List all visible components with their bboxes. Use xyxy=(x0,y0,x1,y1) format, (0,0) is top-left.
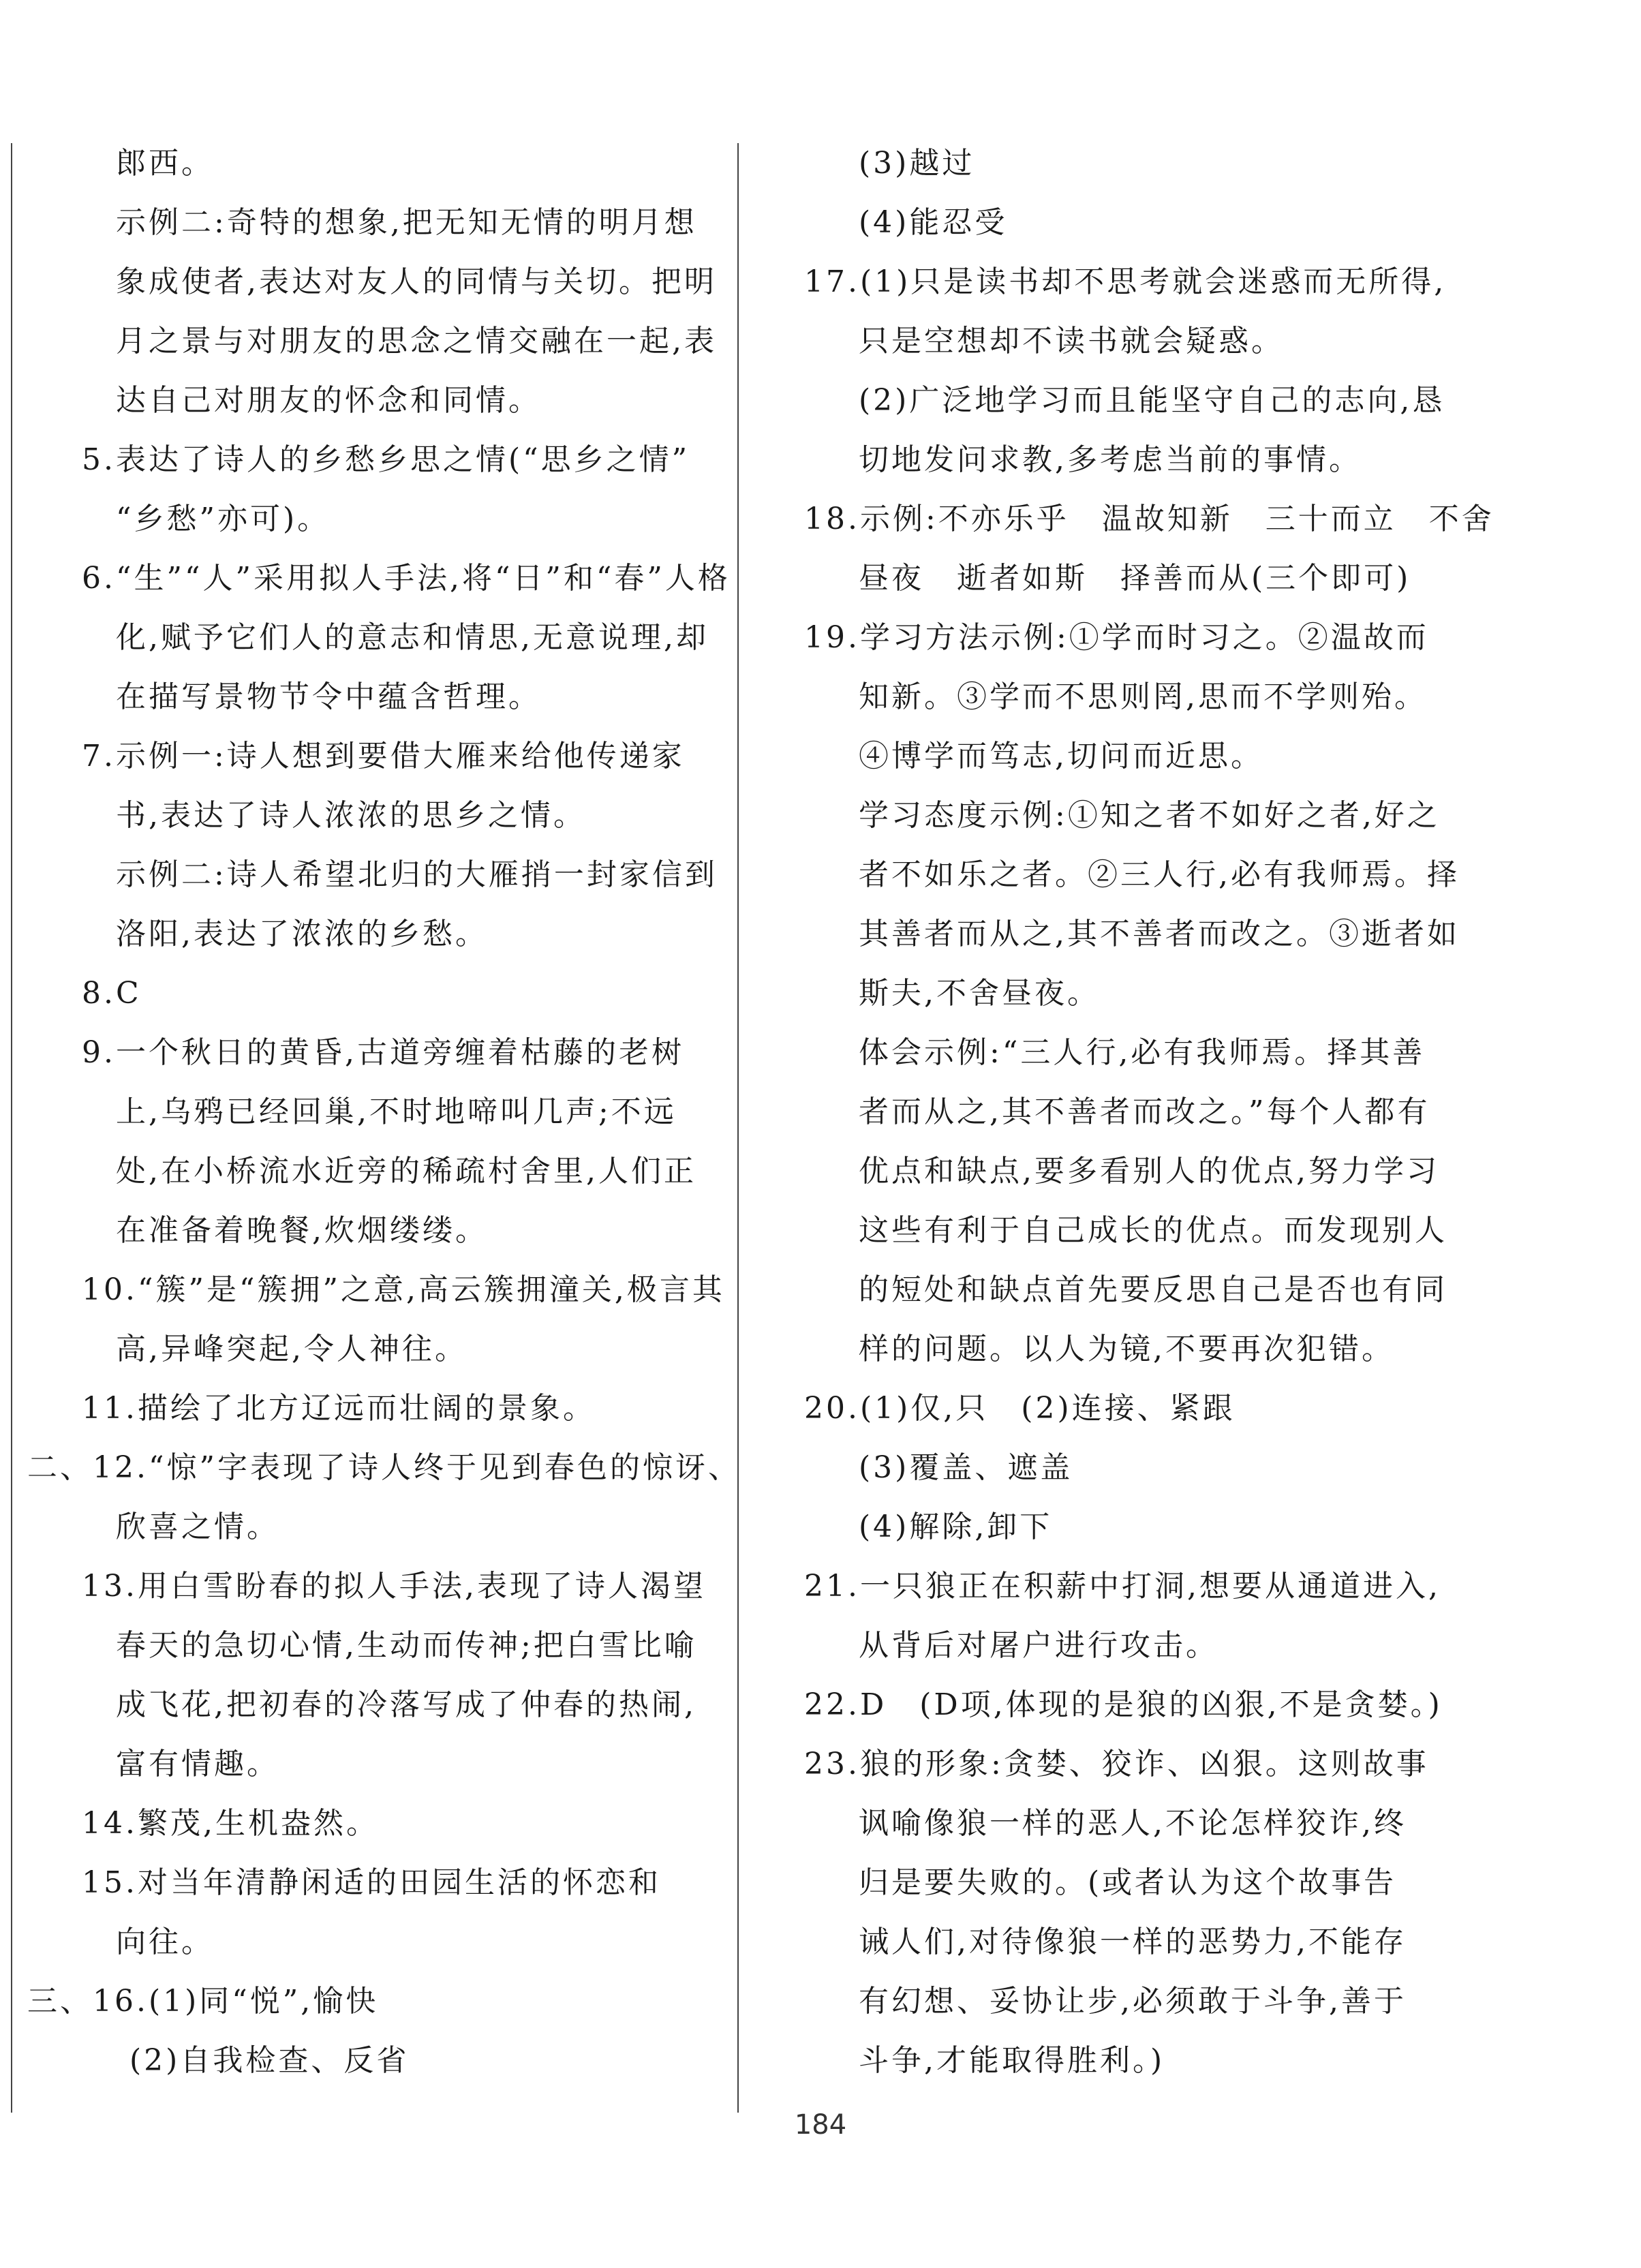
text-line: 样的问题。以人为镜,不要再次犯错。 xyxy=(859,1332,1394,1366)
text-line: 达自己对朋友的怀念和同情。 xyxy=(116,383,541,418)
text-line: 在描写景物节令中蕴含哲理。 xyxy=(116,679,541,714)
text-line: 23.狼的形象:贪婪、狡诈、凶狠。这则故事 xyxy=(804,1747,1429,1781)
text-line: 11.描绘了北方辽远而壮阔的景象。 xyxy=(82,1391,596,1426)
text-line: 斗争,才能取得胜利。) xyxy=(859,2043,1165,2078)
text-line: 21.一只狼正在积薪中打洞,想要从通道进入, xyxy=(804,1569,1441,1604)
text-line: 书,表达了诗人浓浓的思乡之情。 xyxy=(116,798,586,833)
text-line: 知新。③学而不思则罔,思而不学则殆。 xyxy=(859,679,1427,714)
text-line: 只是空想却不读书就会疑惑。 xyxy=(859,324,1284,358)
text-line: 者不如乐之者。②三人行,必有我师焉。择 xyxy=(859,857,1460,892)
page-number: 184 xyxy=(794,2109,847,2141)
text-line: 化,赋予它们人的意志和情思,无意说理,却 xyxy=(116,620,709,655)
text-line: 上,乌鸦已经回巢,不时地啼叫几声;不远 xyxy=(116,1094,677,1129)
text-line: (2)广泛地学习而且能坚守自己的志向,恳 xyxy=(859,383,1445,418)
text-line: 向往。 xyxy=(116,1925,214,1959)
text-line: (2)自我检查、反省 xyxy=(129,2043,410,2078)
text-line: 在准备着晚餐,炊烟缕缕。 xyxy=(116,1213,488,1248)
text-line: 月之景与对朋友的思念之情交融在一起,表 xyxy=(116,324,717,358)
text-line: ④博学而笃志,切问而近思。 xyxy=(859,739,1263,773)
text-line: 象成使者,表达对友人的同情与关切。把明 xyxy=(116,264,717,299)
text-line: 5.表达了诗人的乡愁乡思之情(“思乡之情” xyxy=(82,442,690,477)
text-line: 优点和缺点,要多看别人的优点,努力学习 xyxy=(859,1154,1439,1189)
text-line: 13.用白雪盼春的拟人手法,表现了诗人渴望 xyxy=(82,1569,706,1604)
text-line: (4)解除,卸下 xyxy=(859,1510,1053,1544)
text-line: 斯夫,不舍昼夜。 xyxy=(859,976,1100,1011)
text-line: 示例二:诗人希望北归的大雁捎一封家信到 xyxy=(116,857,718,892)
text-line: 18.示例:不亦乐乎 温故知新 三十而立 不舍 xyxy=(804,502,1494,536)
text-line: 二、12.“惊”字表现了诗人终于见到春色的惊讶、 xyxy=(27,1450,741,1485)
text-line: 的短处和缺点首先要反思自己是否也有同 xyxy=(859,1272,1447,1307)
text-line: 20.(1)仅,只 (2)连接、紧跟 xyxy=(804,1391,1236,1426)
text-line: 其善者而从之,其不善者而改之。③逝者如 xyxy=(859,917,1460,951)
text-line: (3)越过 xyxy=(859,146,975,181)
text-line: 欣喜之情。 xyxy=(116,1510,279,1544)
text-line: 春天的急切心情,生动而传神;把白雪比喻 xyxy=(116,1628,697,1663)
text-line: 昼夜 逝者如斯 择善而从(三个即可) xyxy=(859,561,1411,596)
text-line: 这些有利于自己成长的优点。而发现别人 xyxy=(859,1213,1447,1248)
text-line: 诫人们,对待像狼一样的恶势力,不能存 xyxy=(859,1925,1407,1959)
text-line: 郎西。 xyxy=(116,146,214,181)
text-line: 6.“生”“人”采用拟人手法,将“日”和“春”人格 xyxy=(82,561,731,596)
text-line: 体会示例:“三人行,必有我师焉。择其善 xyxy=(859,1035,1426,1070)
text-line: 成飞花,把初春的冷落写成了仲春的热闹, xyxy=(116,1687,696,1722)
text-line: 三、16.(1)同“悦”,愉快 xyxy=(27,1984,379,2019)
text-line: 示例二:奇特的想象,把无知无情的明月想 xyxy=(116,205,697,240)
left-margin-rule xyxy=(11,143,12,2113)
text-line: 10.“簇”是“簇拥”之意,高云簇拥潼关,极言其 xyxy=(82,1272,725,1307)
text-line: 7.示例一:诗人想到要借大雁来给他传递家 xyxy=(82,739,685,773)
text-line: 处,在小桥流水近旁的稀疏村舍里,人们正 xyxy=(116,1154,696,1189)
text-line: 有幻想、妥协让步,必须敢于斗争,善于 xyxy=(859,1984,1407,2019)
text-line: 15.对当年清静闲适的田园生活的怀恋和 xyxy=(82,1865,661,1900)
text-line: 归是要失败的。(或者认为这个故事告 xyxy=(859,1865,1397,1900)
text-line: “乡愁”亦可)。 xyxy=(116,502,331,536)
text-line: 学习态度示例:①知之者不如好之者,好之 xyxy=(859,798,1440,833)
text-line: 17.(1)只是读书却不思考就会迷惑而无所得, xyxy=(804,264,1447,299)
text-line: 洛阳,表达了浓浓的乡愁。 xyxy=(116,917,488,951)
text-line: 富有情趣。 xyxy=(116,1747,279,1781)
text-line: 从背后对屠户进行攻击。 xyxy=(859,1628,1218,1663)
text-line: 讽喻像狼一样的恶人,不论怎样狡诈,终 xyxy=(859,1806,1407,1841)
text-line: 切地发问求教,多考虑当前的事情。 xyxy=(859,442,1362,477)
text-line: 19.学习方法示例:①学而时习之。②温故而 xyxy=(804,620,1429,655)
text-line: 9.一个秋日的黄昏,古道旁缠着枯藤的老树 xyxy=(82,1035,684,1070)
text-line: 14.繁茂,生机盎然。 xyxy=(82,1806,379,1841)
column-divider xyxy=(737,143,739,2113)
text-line: 高,异峰突起,令人神往。 xyxy=(116,1332,467,1366)
text-line: (3)覆盖、遮盖 xyxy=(859,1450,1073,1485)
text-line: 22.D (D项,体现的是狼的凶狠,不是贪婪。) xyxy=(804,1687,1443,1722)
text-line: 者而从之,其不善者而改之。”每个人都有 xyxy=(859,1094,1430,1129)
text-line: (4)能忍受 xyxy=(859,205,1008,240)
text-line: 8.C xyxy=(82,976,142,1011)
